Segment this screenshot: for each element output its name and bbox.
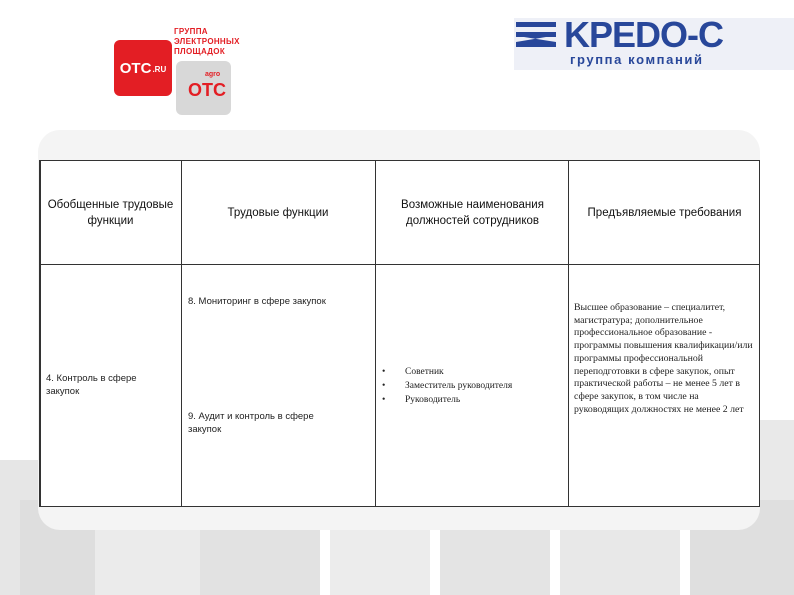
kredo-subtitle: группа компаний bbox=[570, 52, 704, 67]
labor-function-item: 8. Мониторинг в сфере закупок bbox=[188, 296, 326, 307]
kredo-name: KPEDO-C bbox=[564, 14, 724, 55]
header-positions: Возможные наименования должностей сотрудников bbox=[401, 198, 544, 227]
position-item: • Руководитель bbox=[382, 393, 512, 407]
header-general-functions: Обобщенные трудовые функции bbox=[47, 198, 174, 227]
header-divider bbox=[40, 264, 759, 265]
group-title-line: ПЛОЩАДОК bbox=[174, 47, 226, 56]
agro-label: agro bbox=[205, 71, 221, 78]
position-item: • Заместитель руководителя bbox=[382, 379, 512, 393]
kredo-logo bbox=[514, 14, 794, 70]
column-divider bbox=[181, 161, 182, 506]
position-item: • Советник bbox=[382, 365, 512, 379]
otc-logo-text: ОТС bbox=[119, 59, 152, 77]
kredo-mark-icon bbox=[516, 20, 558, 50]
general-function-cell: 4. Контроль в сфере закупок bbox=[46, 373, 137, 397]
group-title bbox=[174, 27, 240, 57]
otc-logo bbox=[114, 40, 172, 96]
group-title-line: ГРУППА bbox=[174, 27, 208, 36]
header-labor-functions: Трудовые функции bbox=[227, 206, 329, 219]
column-divider bbox=[40, 161, 41, 506]
agro-otc-logo bbox=[176, 61, 231, 115]
otc-logo-suffix: .RU bbox=[152, 65, 167, 74]
agro-otc-text: ОТС bbox=[188, 80, 226, 100]
column-divider bbox=[375, 161, 376, 506]
requirements-table bbox=[39, 160, 760, 507]
labor-function-item: 9. Аудит и контроль в сфере закупок bbox=[188, 411, 314, 435]
requirements-cell: Высшее образование – специалитет, магистратура; дополнительное профессиональное образование - программы повышения квалификации/или программы профессиональной переподготовки в сфере закупок, опыт практической работы – не менее 5 лет в сфере закупок, в том числе на руководящих должностях не менее 2 лет bbox=[574, 302, 753, 415]
column-divider bbox=[568, 161, 569, 506]
header-requirements: Предъявляемые требования bbox=[587, 206, 742, 219]
positions-list bbox=[382, 365, 512, 407]
group-title-line: ЭЛЕКТРОННЫХ bbox=[174, 37, 240, 46]
